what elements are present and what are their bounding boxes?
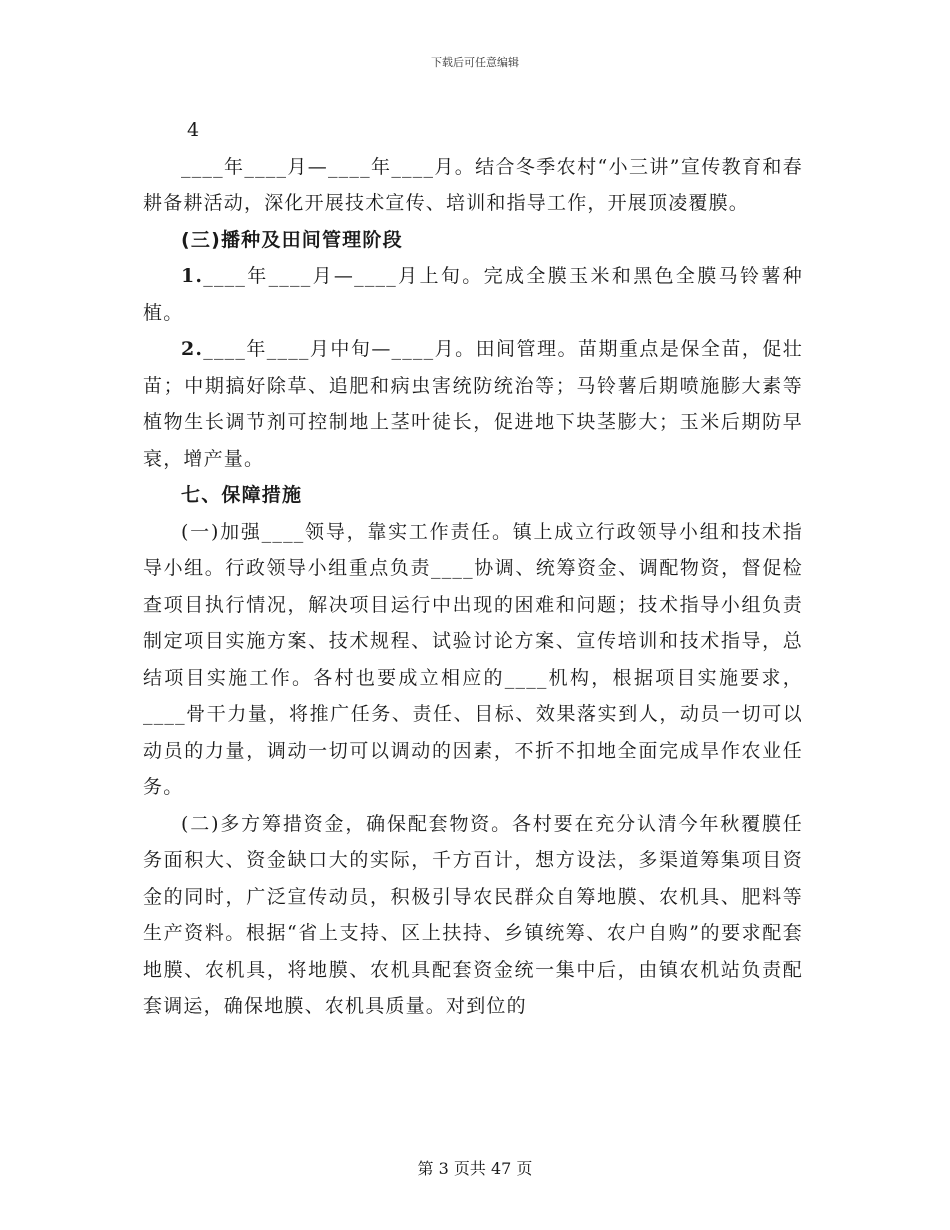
item-2-number: 2.: [181, 338, 204, 360]
heading-sowing-stage: (三)播种及田间管理阶段: [181, 228, 403, 251]
item-1-text: ____年____月—____月上旬。完成全膜玉米和黑色全膜马铃薯种植。: [143, 265, 803, 324]
page-header: 下载后可任意编辑: [431, 56, 519, 69]
paragraph-leadership: (一)加强____领导，靠实工作责任。镇上成立行政领导小组和技术指导小组。行政领导小组重点负责____协调、统筹资金、调配物资，督促检查项目执行情况，解决项目运行中出现的困难和问题；技术指导小组负责制定项目实施方案、技术规程、试验讨论方案、宣传培训和技术指导，总结项目实施工作。各村也要成立相应的____机构，根据项目实施要求，____骨干力量，将推广任务、责任、目标、效果落实到人，动员一切可以动员的力量，调动一切可以调动的因素，不折不扣地全面完成旱作农业任务。: [143, 520, 803, 798]
item-1-number: 1.: [181, 265, 204, 287]
page-footer: 第 3 页共 47 页: [417, 1159, 533, 1178]
paragraph-winter-activities: ____年____月—____年____月。结合冬季农村“小三讲”宣传教育和春耕备耕活动，深化开展技术宣传、培训和指导工作，开展顶凌覆膜。: [143, 155, 803, 214]
heading-safeguard-measures: 七、保障措施: [181, 484, 303, 506]
item-2-text: ____年____月中旬—____月。田间管理。苗期重点是保全苗，促壮苗；中期搞好除草、追肥和病虫害统防统治等；马铃薯后期喷施膨大素等植物生长调节剂可控制地上茎叶徒长，促进地下块茎膨大；玉米后期防早衰，增产量。: [143, 338, 803, 470]
document-body: [143, 112, 803, 1025]
paragraph-item-2: [143, 331, 803, 477]
section-number: 4: [187, 119, 201, 141]
paragraph-item-1: [143, 258, 803, 331]
paragraph-funding: (二)多方筹措资金，确保配套物资。各村要在充分认清今年秋覆膜任务面积大、资金缺口大的实际，千方百计，想方设法，多渠道筹集项目资金的同时，广泛宣传动员，积极引导农民群众自筹地膜、农机具、肥料等生产资料。根据“省上支持、区上扶持、乡镇统筹、农户自购”的要求配套地膜、农机具，将地膜、农机具配套资金统一集中后，由镇农机站负责配套调运，确保地膜、农机具质量。对到位的: [143, 812, 803, 1017]
